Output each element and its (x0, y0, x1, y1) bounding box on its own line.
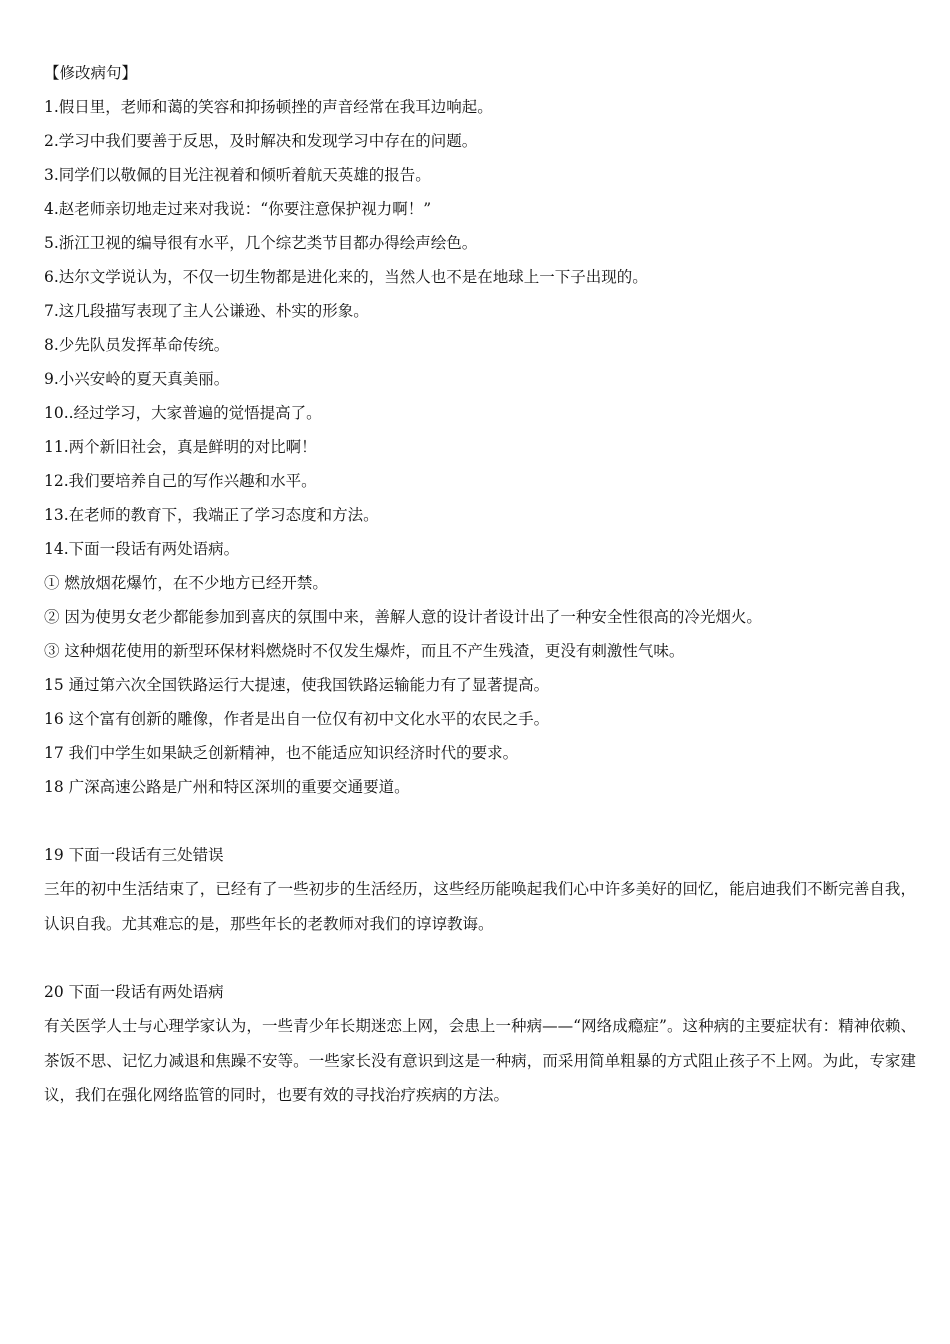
question-14-sentence-2: ② 因为使男女老少都能参加到喜庆的氛围中来，善解人意的设计者设计出了一种安全性很高的冷光烟火。 (44, 608, 762, 626)
question-2: 2.学习中我们要善于反思，及时解决和发现学习中存在的问题。 (44, 132, 478, 150)
question-5: 5.浙江卫视的编导很有水平，几个综艺类节目都办得绘声绘色。 (44, 234, 478, 252)
question-19-paragraph: 三年的初中生活结束了，已经有了一些初步的生活经历，这些经历能唤起我们心中许多美好的回忆，能启迪我们不断完善自我，认识自我。尤其难忘的是，那些年长的老教师对我们的谆谆教诲。 (44, 880, 916, 933)
question-15: 15 通过第六次全国铁路运行大提速，使我国铁路运输能力有了显著提高。 (44, 676, 550, 694)
question-14-sentence-3: ③ 这种烟花使用的新型环保材料燃烧时不仅发生爆炸，而且不产生残渣，更没有刺激性气味。 (44, 642, 685, 660)
question-7: 7.这几段描写表现了主人公谦逊、朴实的形象。 (44, 302, 369, 320)
question-12: 12.我们要培养自己的写作兴趣和水平。 (44, 472, 317, 490)
question-3: 3.同学们以敬佩的目光注视着和倾听着航天英雄的报告。 (44, 166, 431, 184)
question-14-sentence-1: ① 燃放烟花爆竹，在不少地方已经开禁。 (44, 574, 328, 592)
spacer (44, 804, 916, 838)
question-19-title: 19 下面一段话有三处错误 (44, 846, 224, 864)
document-page (44, 56, 916, 1113)
spacer (44, 941, 916, 975)
question-14: 14.下面一段话有两处语病。 (44, 540, 240, 558)
section-heading: 【修改病句】 (44, 64, 138, 82)
question-10: 10..经过学习，大家普遍的觉悟提高了。 (44, 404, 322, 422)
question-17: 17 我们中学生如果缺乏创新精神，也不能适应知识经济时代的要求。 (44, 744, 519, 762)
question-1: 1.假日里，老师和蔼的笑容和抑扬顿挫的声音经常在我耳边响起。 (44, 98, 493, 116)
question-9: 9.小兴安岭的夏天真美丽。 (44, 370, 230, 388)
question-20-paragraph: 有关医学人士与心理学家认为，一些青少年长期迷恋上网，会患上一种病——“网络成瘾症”。这种病的主要症状有：精神依赖、茶饭不思、记忆力减退和焦躁不安等。一些家长没有意识到这是一种病，而采用简单粗暴的方式阻止孩子不上网。为此，专家建议，我们在强化网络监管的同时，也要有效的寻找治疗疾病的方法。 (44, 1017, 916, 1104)
question-6: 6.达尔文学说认为，不仅一切生物都是进化来的，当然人也不是在地球上一下子出现的。 (44, 268, 648, 286)
question-18: 18 广深高速公路是广州和特区深圳的重要交通要道。 (44, 778, 410, 796)
question-20-title: 20 下面一段话有两处语病 (44, 983, 224, 1001)
question-13: 13.在老师的教育下，我端正了学习态度和方法。 (44, 506, 379, 524)
question-11: 11.两个新旧社会，真是鲜明的对比啊！ (44, 438, 317, 456)
question-4: 4.赵老师亲切地走过来对我说：“你要注意保护视力啊！” (44, 200, 432, 218)
question-16: 16 这个富有创新的雕像，作者是出自一位仅有初中文化水平的农民之手。 (44, 710, 550, 728)
question-8: 8.少先队员发挥革命传统。 (44, 336, 230, 354)
